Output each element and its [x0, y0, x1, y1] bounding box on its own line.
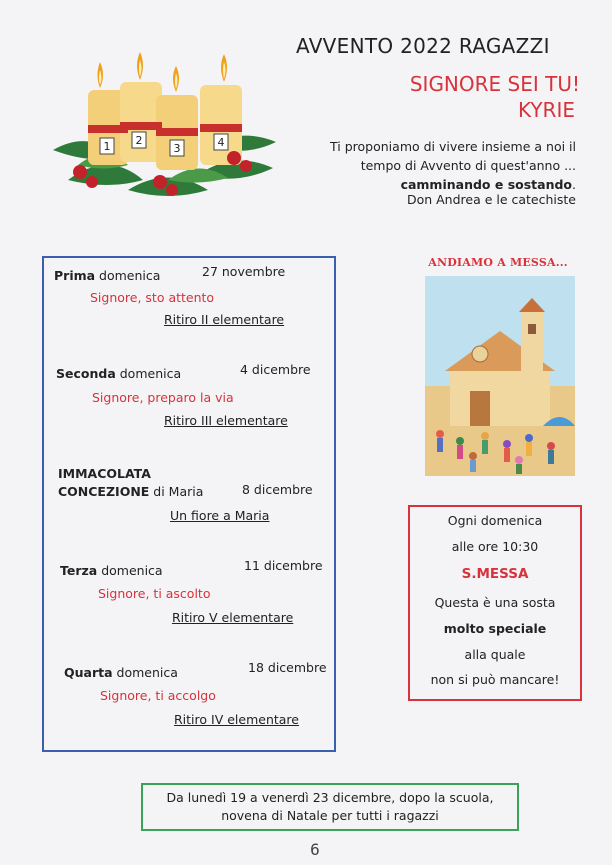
- intro-emphasis: camminando e sostando: [400, 177, 573, 192]
- sunday-1-label: Prima domenica: [54, 268, 161, 283]
- mass-line6: non si può mancare!: [430, 672, 560, 687]
- sunday-1-date: 27 novembre: [202, 264, 286, 279]
- sunday-2-retreat: Ritiro III elementare: [164, 413, 288, 428]
- subtitle-line2: KYRIE: [517, 98, 575, 122]
- page-title: AVVENTO 2022 RAGAZZI: [296, 34, 550, 58]
- sunday-4-retreat: Ritiro IV elementare: [174, 712, 299, 727]
- mass-time: alle ore 10:30: [451, 539, 539, 554]
- candle-number-2: 2: [135, 134, 143, 147]
- sunday-3-date: 11 dicembre: [244, 558, 323, 573]
- sunday-4-label: Quarta domenica: [64, 665, 178, 680]
- page-number: 6: [310, 840, 320, 859]
- intro-line1: Ti proponiamo di vivere insieme a noi il: [330, 139, 576, 154]
- novena-line2: novena di Natale per tutti i ragazzi: [221, 808, 439, 823]
- sunday-4-date: 18 dicembre: [248, 660, 327, 675]
- mass-info-box: [408, 505, 582, 701]
- immacolata-activity: Un fiore a Maria: [170, 508, 270, 523]
- novena-box: [141, 783, 519, 831]
- mass-line3: Questa è una sosta: [434, 595, 556, 610]
- sunday-1-theme: Signore, sto attento: [90, 290, 215, 305]
- sunday-2-date: 4 dicembre: [240, 362, 311, 377]
- candle-number-4: 4: [217, 136, 225, 149]
- advent-schedule-box: [42, 256, 336, 752]
- intro-text: [290, 137, 576, 194]
- immacolata-label-line2: CONCEZIONE di Maria: [58, 484, 204, 499]
- church-illustration: [425, 276, 575, 476]
- intro-line2: tempo di Avvento di quest'anno ...: [360, 158, 576, 173]
- mass-line1: Ogni domenica: [447, 513, 543, 528]
- mass-line4: molto speciale: [443, 621, 547, 636]
- candle-number-1: 1: [103, 140, 111, 153]
- novena-line1: Da lunedì 19 a venerdì 23 dicembre, dopo la scuola,: [166, 790, 494, 805]
- messa-heading: ANDIAMO A MESSA...: [428, 256, 568, 269]
- subtitle-line1: SIGNORE SEI TU!: [409, 72, 580, 96]
- sunday-2-label: Seconda domenica: [56, 366, 182, 381]
- immacolata-label-line1: IMMACOLATA: [58, 466, 151, 481]
- mass-line5: alla quale: [464, 647, 526, 662]
- immacolata-date: 8 dicembre: [242, 482, 313, 497]
- candle-number-3: 3: [173, 142, 181, 155]
- mass-title: S.MESSA: [461, 566, 529, 582]
- sunday-4-theme: Signore, ti accolgo: [100, 688, 216, 703]
- sunday-3-label: Terza domenica: [60, 563, 163, 578]
- sunday-3-retreat: Ritiro V elementare: [172, 610, 294, 625]
- advent-wreath-illustration: [48, 40, 280, 210]
- intro-period: .: [572, 177, 576, 192]
- sunday-2-theme: Signore, preparo la via: [92, 390, 234, 405]
- sunday-3-theme: Signore, ti ascolto: [98, 586, 211, 601]
- sunday-1-retreat: Ritiro II elementare: [164, 312, 285, 327]
- signature: Don Andrea e le catechiste: [406, 192, 576, 207]
- novena-text: [143, 785, 517, 825]
